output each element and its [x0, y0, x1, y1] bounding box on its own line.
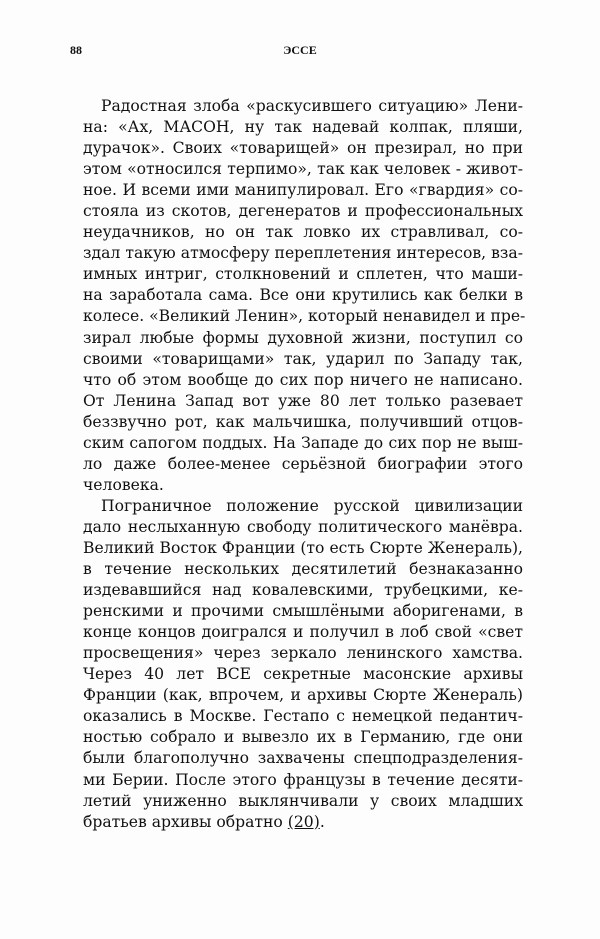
text-line: стояла из скотов, дегенератов и профессиональных: [83, 202, 523, 221]
text-line: колесе. «Великий Ленин», который ненавидел и пре-: [83, 307, 526, 326]
text-line: ским сапогом поддых. На Западе до сих пор не выш-: [83, 433, 523, 452]
text-line: летий униженно выклянчивали у своих младших: [83, 791, 523, 810]
text-line: имных интриг, столкновений и сплетен, что маши-: [83, 265, 523, 284]
text-line: ренскими и прочими смышлёными аборигенами, в: [83, 602, 523, 621]
footnote-link[interactable]: (20): [287, 812, 320, 831]
text-line: ностью собрало и вывезло их в Германию, где они: [83, 728, 523, 747]
text-line: ное. И всеми ими манипулировал. Его «гвардия» со-: [83, 181, 523, 200]
text-line: Пограничное положение русской цивилизации: [101, 496, 523, 515]
page-header: [70, 40, 530, 60]
text-fragment: .: [319, 812, 325, 831]
text-line: Через 40 лет ВСЕ секретные масонские архивы: [83, 665, 523, 684]
text-line: неудачников, но он так ловко их стравливал, со-: [83, 223, 523, 242]
body-text: [83, 96, 526, 833]
text-line: дурачок». Своих «товарищей» он презирал, но при: [83, 139, 523, 158]
text-line: этом «относился терпимо», так как человек - живот-: [83, 160, 523, 179]
running-title: ЭССЕ: [283, 43, 317, 57]
text-line: зирал любые формы духовной жизни, поступил со: [83, 328, 523, 347]
text-line: оказались в Москве. Гестапо с немецкой педантич-: [83, 707, 523, 726]
paragraph-1: [83, 96, 526, 496]
paragraph-2: [83, 496, 523, 833]
text-line: были благополучно захвачены спецподразделения-: [83, 749, 523, 768]
text-line: дало неслыханную свободу политического манёвра.: [83, 517, 523, 536]
text-line: человека.: [83, 475, 164, 494]
page-number: 88: [70, 43, 82, 57]
text-line: своими «товарищами» так, ударил по Западу так,: [83, 349, 523, 368]
text-line: Радостная злоба «раскусившего ситуацию» Лени-: [101, 97, 523, 115]
text-line: на: «Ах, МАСОН, ну так надевай колпак, пляши,: [83, 118, 523, 137]
text-fragment: братьев архивы обратно: [83, 812, 288, 831]
text-line: просвещения» через зеркало ленинского хамства.: [83, 644, 523, 663]
text-line: ло даже более-менее серьёзной биографии этого: [83, 454, 523, 473]
text-line: ми Берии. После этого французы в течение десяти-: [83, 770, 523, 789]
text-line: что об этом вообще до сих пор ничего не написано.: [83, 370, 523, 389]
text-line: здал такую атмосферу переплетения интересов, вза-: [83, 244, 523, 263]
text-line: От Ленина Запад вот уже 80 лет только разевает: [83, 391, 523, 410]
text-line: издевавшийся над ковалевскими, трубецкими, ке-: [83, 581, 523, 600]
text-line: Франции (как, впрочем, и архивы Сюрте Женераль): [83, 686, 523, 705]
text-line: беззвучно рот, как мальчишка, получивший отцов-: [83, 412, 523, 431]
text-line-final: [83, 812, 523, 833]
text-line: в течение нескольких десятилетий безнаказанно: [83, 560, 523, 579]
text-line: на заработала сама. Все они крутились как белки в: [83, 286, 523, 305]
text-line: конце концов доигрался и получил в лоб свой «свет: [83, 623, 523, 642]
text-line: Великий Восток Франции (то есть Сюрте Женераль),: [83, 538, 523, 557]
